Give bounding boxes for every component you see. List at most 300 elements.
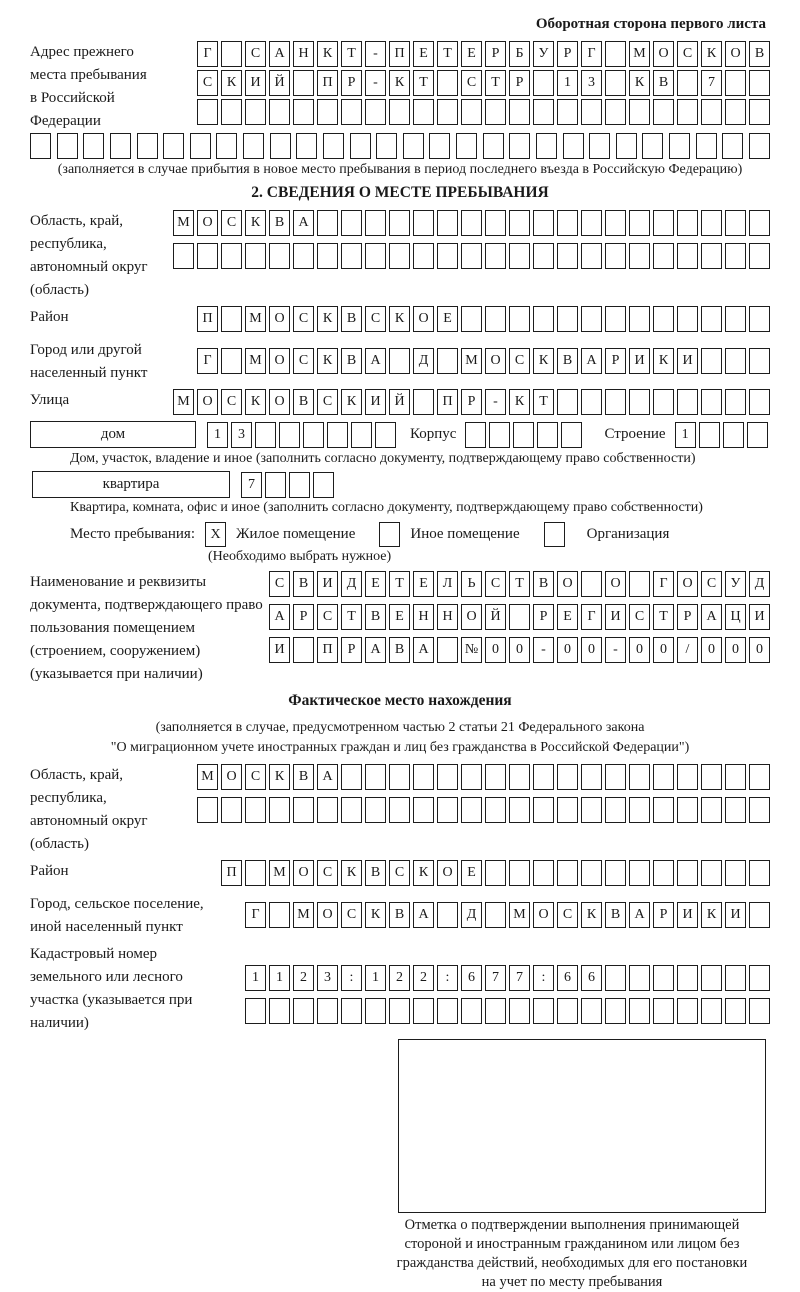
house-type-field[interactable]: дом [30, 421, 196, 448]
char-box[interactable]: Г [653, 571, 674, 597]
char-box[interactable] [653, 243, 674, 269]
char-box[interactable] [437, 998, 458, 1024]
char-box[interactable] [677, 965, 698, 991]
char-box[interactable]: Д [341, 571, 362, 597]
char-box[interactable] [317, 797, 338, 823]
char-box[interactable] [629, 571, 650, 597]
char-box[interactable]: В [389, 902, 410, 928]
char-box[interactable] [533, 764, 554, 790]
char-box[interactable] [485, 998, 506, 1024]
char-box[interactable]: В [293, 571, 314, 597]
char-box[interactable] [536, 133, 557, 159]
char-box[interactable]: И [677, 348, 698, 374]
char-box[interactable]: Р [509, 70, 530, 96]
char-box[interactable]: И [245, 70, 266, 96]
char-box[interactable] [677, 99, 698, 125]
char-box[interactable] [629, 99, 650, 125]
char-box[interactable]: - [533, 637, 554, 663]
char-box[interactable]: 0 [557, 637, 578, 663]
char-box[interactable]: 6 [581, 965, 602, 991]
char-box[interactable]: Б [509, 41, 530, 67]
char-box[interactable] [533, 210, 554, 236]
char-box[interactable]: 1 [675, 422, 696, 448]
char-box[interactable] [221, 41, 242, 67]
char-box[interactable] [437, 99, 458, 125]
char-box[interactable]: Т [341, 41, 362, 67]
char-box[interactable] [461, 764, 482, 790]
char-box[interactable] [269, 998, 290, 1024]
char-box[interactable]: 0 [749, 637, 770, 663]
char-box[interactable] [437, 210, 458, 236]
char-box[interactable]: Р [677, 604, 698, 630]
char-box[interactable]: О [413, 306, 434, 332]
char-box[interactable] [749, 70, 770, 96]
char-box[interactable]: К [389, 70, 410, 96]
char-box[interactable] [509, 998, 530, 1024]
char-box[interactable]: С [341, 902, 362, 928]
char-box[interactable] [557, 389, 578, 415]
char-box[interactable] [485, 99, 506, 125]
char-box[interactable]: Е [365, 571, 386, 597]
char-box[interactable] [722, 133, 743, 159]
char-box[interactable] [589, 133, 610, 159]
char-box[interactable]: К [389, 306, 410, 332]
char-box[interactable]: К [629, 70, 650, 96]
char-box[interactable] [701, 998, 722, 1024]
char-box[interactable] [677, 70, 698, 96]
char-box[interactable]: Р [557, 41, 578, 67]
char-box[interactable] [533, 797, 554, 823]
char-box[interactable] [483, 133, 504, 159]
char-box[interactable] [389, 99, 410, 125]
char-box[interactable]: У [725, 571, 746, 597]
char-box[interactable]: О [317, 902, 338, 928]
char-box[interactable]: О [533, 902, 554, 928]
char-box[interactable]: А [365, 637, 386, 663]
char-box[interactable] [437, 243, 458, 269]
char-box[interactable]: 1 [207, 422, 228, 448]
char-box[interactable] [533, 99, 554, 125]
char-box[interactable] [701, 860, 722, 886]
char-box[interactable]: Т [413, 70, 434, 96]
char-box[interactable] [413, 99, 434, 125]
char-box[interactable]: О [197, 210, 218, 236]
char-box[interactable]: - [485, 389, 506, 415]
char-box[interactable] [341, 99, 362, 125]
char-box[interactable]: Е [413, 571, 434, 597]
char-box[interactable]: М [173, 389, 194, 415]
char-box[interactable]: А [701, 604, 722, 630]
char-box[interactable]: В [557, 348, 578, 374]
char-box[interactable] [413, 210, 434, 236]
char-box[interactable]: Р [341, 637, 362, 663]
char-box[interactable] [653, 389, 674, 415]
char-box[interactable]: П [437, 389, 458, 415]
char-box[interactable] [677, 998, 698, 1024]
char-box[interactable] [389, 764, 410, 790]
char-box[interactable] [509, 99, 530, 125]
char-box[interactable] [365, 998, 386, 1024]
char-box[interactable]: С [317, 389, 338, 415]
char-box[interactable] [653, 998, 674, 1024]
char-box[interactable]: С [221, 389, 242, 415]
char-box[interactable]: - [365, 70, 386, 96]
char-box[interactable]: В [341, 306, 362, 332]
char-box[interactable]: Г [581, 41, 602, 67]
char-box[interactable]: К [317, 41, 338, 67]
char-box[interactable] [485, 902, 506, 928]
char-box[interactable] [30, 133, 51, 159]
char-box[interactable]: Р [533, 604, 554, 630]
char-box[interactable]: : [437, 965, 458, 991]
char-box[interactable]: Т [389, 571, 410, 597]
char-box[interactable] [581, 571, 602, 597]
char-box[interactable]: М [269, 860, 290, 886]
char-box[interactable] [221, 306, 242, 332]
char-box[interactable]: К [509, 389, 530, 415]
char-box[interactable]: К [245, 210, 266, 236]
char-box[interactable] [509, 243, 530, 269]
char-box[interactable] [509, 210, 530, 236]
char-box[interactable] [293, 243, 314, 269]
char-box[interactable]: У [533, 41, 554, 67]
char-box[interactable] [701, 965, 722, 991]
char-box[interactable] [413, 797, 434, 823]
char-box[interactable] [701, 764, 722, 790]
char-box[interactable]: К [581, 902, 602, 928]
char-box[interactable]: О [197, 389, 218, 415]
char-box[interactable] [317, 99, 338, 125]
char-box[interactable]: О [221, 764, 242, 790]
char-box[interactable]: 0 [485, 637, 506, 663]
char-box[interactable] [725, 797, 746, 823]
char-box[interactable] [269, 797, 290, 823]
char-box[interactable]: Т [437, 41, 458, 67]
char-box[interactable] [581, 764, 602, 790]
char-box[interactable]: Т [653, 604, 674, 630]
char-box[interactable]: Р [485, 41, 506, 67]
char-box[interactable] [389, 243, 410, 269]
char-box[interactable]: Н [293, 41, 314, 67]
char-box[interactable]: Н [413, 604, 434, 630]
char-box[interactable] [293, 637, 314, 663]
char-box[interactable]: П [317, 637, 338, 663]
char-box[interactable] [461, 99, 482, 125]
char-box[interactable]: 7 [485, 965, 506, 991]
char-box[interactable] [581, 306, 602, 332]
apartment-type-field[interactable]: квартира [32, 471, 230, 498]
char-box[interactable] [327, 422, 348, 448]
char-box[interactable] [605, 99, 626, 125]
char-box[interactable]: Д [749, 571, 770, 597]
char-box[interactable]: 2 [389, 965, 410, 991]
char-box[interactable] [245, 99, 266, 125]
char-box[interactable] [725, 210, 746, 236]
checkbox-organization[interactable] [544, 522, 565, 547]
char-box[interactable] [653, 210, 674, 236]
char-box[interactable]: : [533, 965, 554, 991]
char-box[interactable] [653, 797, 674, 823]
char-box[interactable]: 6 [461, 965, 482, 991]
char-box[interactable]: О [557, 571, 578, 597]
char-box[interactable] [677, 764, 698, 790]
char-box[interactable]: О [269, 348, 290, 374]
char-box[interactable]: Е [461, 860, 482, 886]
char-box[interactable] [317, 210, 338, 236]
char-box[interactable] [437, 70, 458, 96]
char-box[interactable] [749, 860, 770, 886]
char-box[interactable] [413, 243, 434, 269]
char-box[interactable]: Г [581, 604, 602, 630]
char-box[interactable] [605, 965, 626, 991]
char-box[interactable] [509, 797, 530, 823]
char-box[interactable]: К [341, 389, 362, 415]
char-box[interactable] [701, 348, 722, 374]
char-box[interactable] [653, 764, 674, 790]
char-box[interactable] [269, 243, 290, 269]
char-box[interactable] [376, 133, 397, 159]
char-box[interactable] [533, 306, 554, 332]
char-box[interactable]: И [365, 389, 386, 415]
char-box[interactable] [725, 243, 746, 269]
char-box[interactable]: 1 [245, 965, 266, 991]
char-box[interactable] [437, 348, 458, 374]
char-box[interactable] [749, 348, 770, 374]
checkbox-other-premises[interactable] [379, 522, 400, 547]
char-box[interactable]: Д [461, 902, 482, 928]
char-box[interactable] [245, 998, 266, 1024]
char-box[interactable]: В [533, 571, 554, 597]
char-box[interactable]: Р [653, 902, 674, 928]
char-box[interactable] [296, 133, 317, 159]
char-box[interactable] [341, 797, 362, 823]
char-box[interactable] [303, 422, 324, 448]
char-box[interactable]: 1 [365, 965, 386, 991]
char-box[interactable]: К [269, 764, 290, 790]
char-box[interactable] [723, 422, 744, 448]
char-box[interactable]: М [293, 902, 314, 928]
char-box[interactable]: К [317, 306, 338, 332]
char-box[interactable]: П [317, 70, 338, 96]
char-box[interactable] [747, 422, 768, 448]
char-box[interactable] [341, 998, 362, 1024]
char-box[interactable] [485, 243, 506, 269]
char-box[interactable]: Р [341, 70, 362, 96]
char-box[interactable]: / [677, 637, 698, 663]
char-box[interactable] [509, 860, 530, 886]
char-box[interactable]: О [269, 306, 290, 332]
char-box[interactable] [725, 998, 746, 1024]
char-box[interactable]: В [389, 637, 410, 663]
char-box[interactable]: 7 [241, 472, 262, 498]
char-box[interactable] [293, 797, 314, 823]
char-box[interactable] [429, 133, 450, 159]
char-box[interactable]: А [269, 41, 290, 67]
char-box[interactable] [365, 243, 386, 269]
char-box[interactable] [245, 243, 266, 269]
char-box[interactable] [341, 764, 362, 790]
char-box[interactable] [279, 422, 300, 448]
char-box[interactable] [581, 998, 602, 1024]
char-box[interactable]: М [245, 306, 266, 332]
char-box[interactable]: № [461, 637, 482, 663]
char-box[interactable]: 2 [413, 965, 434, 991]
char-box[interactable]: Р [461, 389, 482, 415]
char-box[interactable] [677, 243, 698, 269]
char-box[interactable]: С [365, 306, 386, 332]
char-box[interactable] [190, 133, 211, 159]
char-box[interactable] [485, 860, 506, 886]
char-box[interactable]: Ь [461, 571, 482, 597]
char-box[interactable] [725, 348, 746, 374]
char-box[interactable]: О [653, 41, 674, 67]
char-box[interactable] [563, 133, 584, 159]
char-box[interactable] [389, 210, 410, 236]
char-box[interactable] [749, 965, 770, 991]
char-box[interactable]: И [629, 348, 650, 374]
char-box[interactable] [255, 422, 276, 448]
char-box[interactable]: Л [437, 571, 458, 597]
char-box[interactable]: 1 [269, 965, 290, 991]
char-box[interactable] [605, 764, 626, 790]
char-box[interactable]: С [317, 860, 338, 886]
char-box[interactable] [537, 422, 558, 448]
char-box[interactable] [749, 243, 770, 269]
char-box[interactable] [461, 998, 482, 1024]
char-box[interactable] [701, 99, 722, 125]
char-box[interactable]: И [749, 604, 770, 630]
char-box[interactable]: 0 [701, 637, 722, 663]
char-box[interactable] [221, 348, 242, 374]
char-box[interactable]: М [629, 41, 650, 67]
char-box[interactable]: Е [413, 41, 434, 67]
char-box[interactable] [677, 389, 698, 415]
char-box[interactable]: С [557, 902, 578, 928]
char-box[interactable] [581, 99, 602, 125]
char-box[interactable]: К [533, 348, 554, 374]
char-box[interactable] [389, 998, 410, 1024]
char-box[interactable]: А [269, 604, 290, 630]
char-box[interactable]: В [605, 902, 626, 928]
char-box[interactable]: С [485, 571, 506, 597]
char-box[interactable] [557, 99, 578, 125]
char-box[interactable]: М [509, 902, 530, 928]
char-box[interactable]: С [629, 604, 650, 630]
char-box[interactable]: С [221, 210, 242, 236]
char-box[interactable] [557, 998, 578, 1024]
char-box[interactable] [375, 422, 396, 448]
char-box[interactable] [581, 210, 602, 236]
char-box[interactable] [749, 133, 770, 159]
char-box[interactable] [317, 998, 338, 1024]
char-box[interactable]: В [365, 604, 386, 630]
char-box[interactable] [749, 998, 770, 1024]
char-box[interactable] [485, 210, 506, 236]
char-box[interactable]: Г [197, 348, 218, 374]
char-box[interactable] [581, 389, 602, 415]
char-box[interactable] [513, 422, 534, 448]
char-box[interactable] [509, 604, 530, 630]
char-box[interactable] [365, 210, 386, 236]
char-box[interactable] [403, 133, 424, 159]
char-box[interactable] [653, 99, 674, 125]
char-box[interactable]: В [341, 348, 362, 374]
char-box[interactable]: Р [605, 348, 626, 374]
char-box[interactable]: - [365, 41, 386, 67]
char-box[interactable]: К [317, 348, 338, 374]
char-box[interactable]: О [725, 41, 746, 67]
char-box[interactable] [725, 99, 746, 125]
char-box[interactable] [725, 764, 746, 790]
char-box[interactable] [701, 210, 722, 236]
char-box[interactable]: К [701, 902, 722, 928]
char-box[interactable]: Й [485, 604, 506, 630]
char-box[interactable] [485, 764, 506, 790]
char-box[interactable] [461, 797, 482, 823]
char-box[interactable]: Г [197, 41, 218, 67]
char-box[interactable] [350, 133, 371, 159]
char-box[interactable] [365, 99, 386, 125]
char-box[interactable]: 0 [629, 637, 650, 663]
char-box[interactable] [749, 389, 770, 415]
char-box[interactable]: О [485, 348, 506, 374]
char-box[interactable] [629, 860, 650, 886]
char-box[interactable]: А [317, 764, 338, 790]
char-box[interactable] [749, 902, 770, 928]
char-box[interactable] [629, 243, 650, 269]
char-box[interactable]: Н [437, 604, 458, 630]
char-box[interactable]: А [413, 637, 434, 663]
char-box[interactable] [243, 133, 264, 159]
char-box[interactable] [197, 243, 218, 269]
char-box[interactable]: 3 [231, 422, 252, 448]
char-box[interactable]: С [293, 348, 314, 374]
char-box[interactable] [437, 637, 458, 663]
char-box[interactable] [293, 99, 314, 125]
char-box[interactable]: А [581, 348, 602, 374]
char-box[interactable] [509, 133, 530, 159]
char-box[interactable] [677, 306, 698, 332]
char-box[interactable]: М [197, 764, 218, 790]
char-box[interactable] [533, 998, 554, 1024]
char-box[interactable]: В [653, 70, 674, 96]
char-box[interactable] [413, 998, 434, 1024]
char-box[interactable] [699, 422, 720, 448]
char-box[interactable] [629, 389, 650, 415]
char-box[interactable] [269, 99, 290, 125]
char-box[interactable] [701, 797, 722, 823]
char-box[interactable]: С [701, 571, 722, 597]
char-box[interactable] [341, 210, 362, 236]
char-box[interactable]: И [725, 902, 746, 928]
char-box[interactable]: К [413, 860, 434, 886]
char-box[interactable] [557, 764, 578, 790]
char-box[interactable]: А [629, 902, 650, 928]
char-box[interactable]: В [749, 41, 770, 67]
char-box[interactable] [605, 243, 626, 269]
char-box[interactable] [557, 797, 578, 823]
char-box[interactable] [701, 389, 722, 415]
char-box[interactable]: Т [533, 389, 554, 415]
char-box[interactable] [557, 210, 578, 236]
char-box[interactable] [437, 797, 458, 823]
char-box[interactable]: М [245, 348, 266, 374]
char-box[interactable]: П [389, 41, 410, 67]
char-box[interactable] [749, 797, 770, 823]
char-box[interactable] [605, 797, 626, 823]
char-box[interactable]: С [317, 604, 338, 630]
char-box[interactable] [725, 70, 746, 96]
